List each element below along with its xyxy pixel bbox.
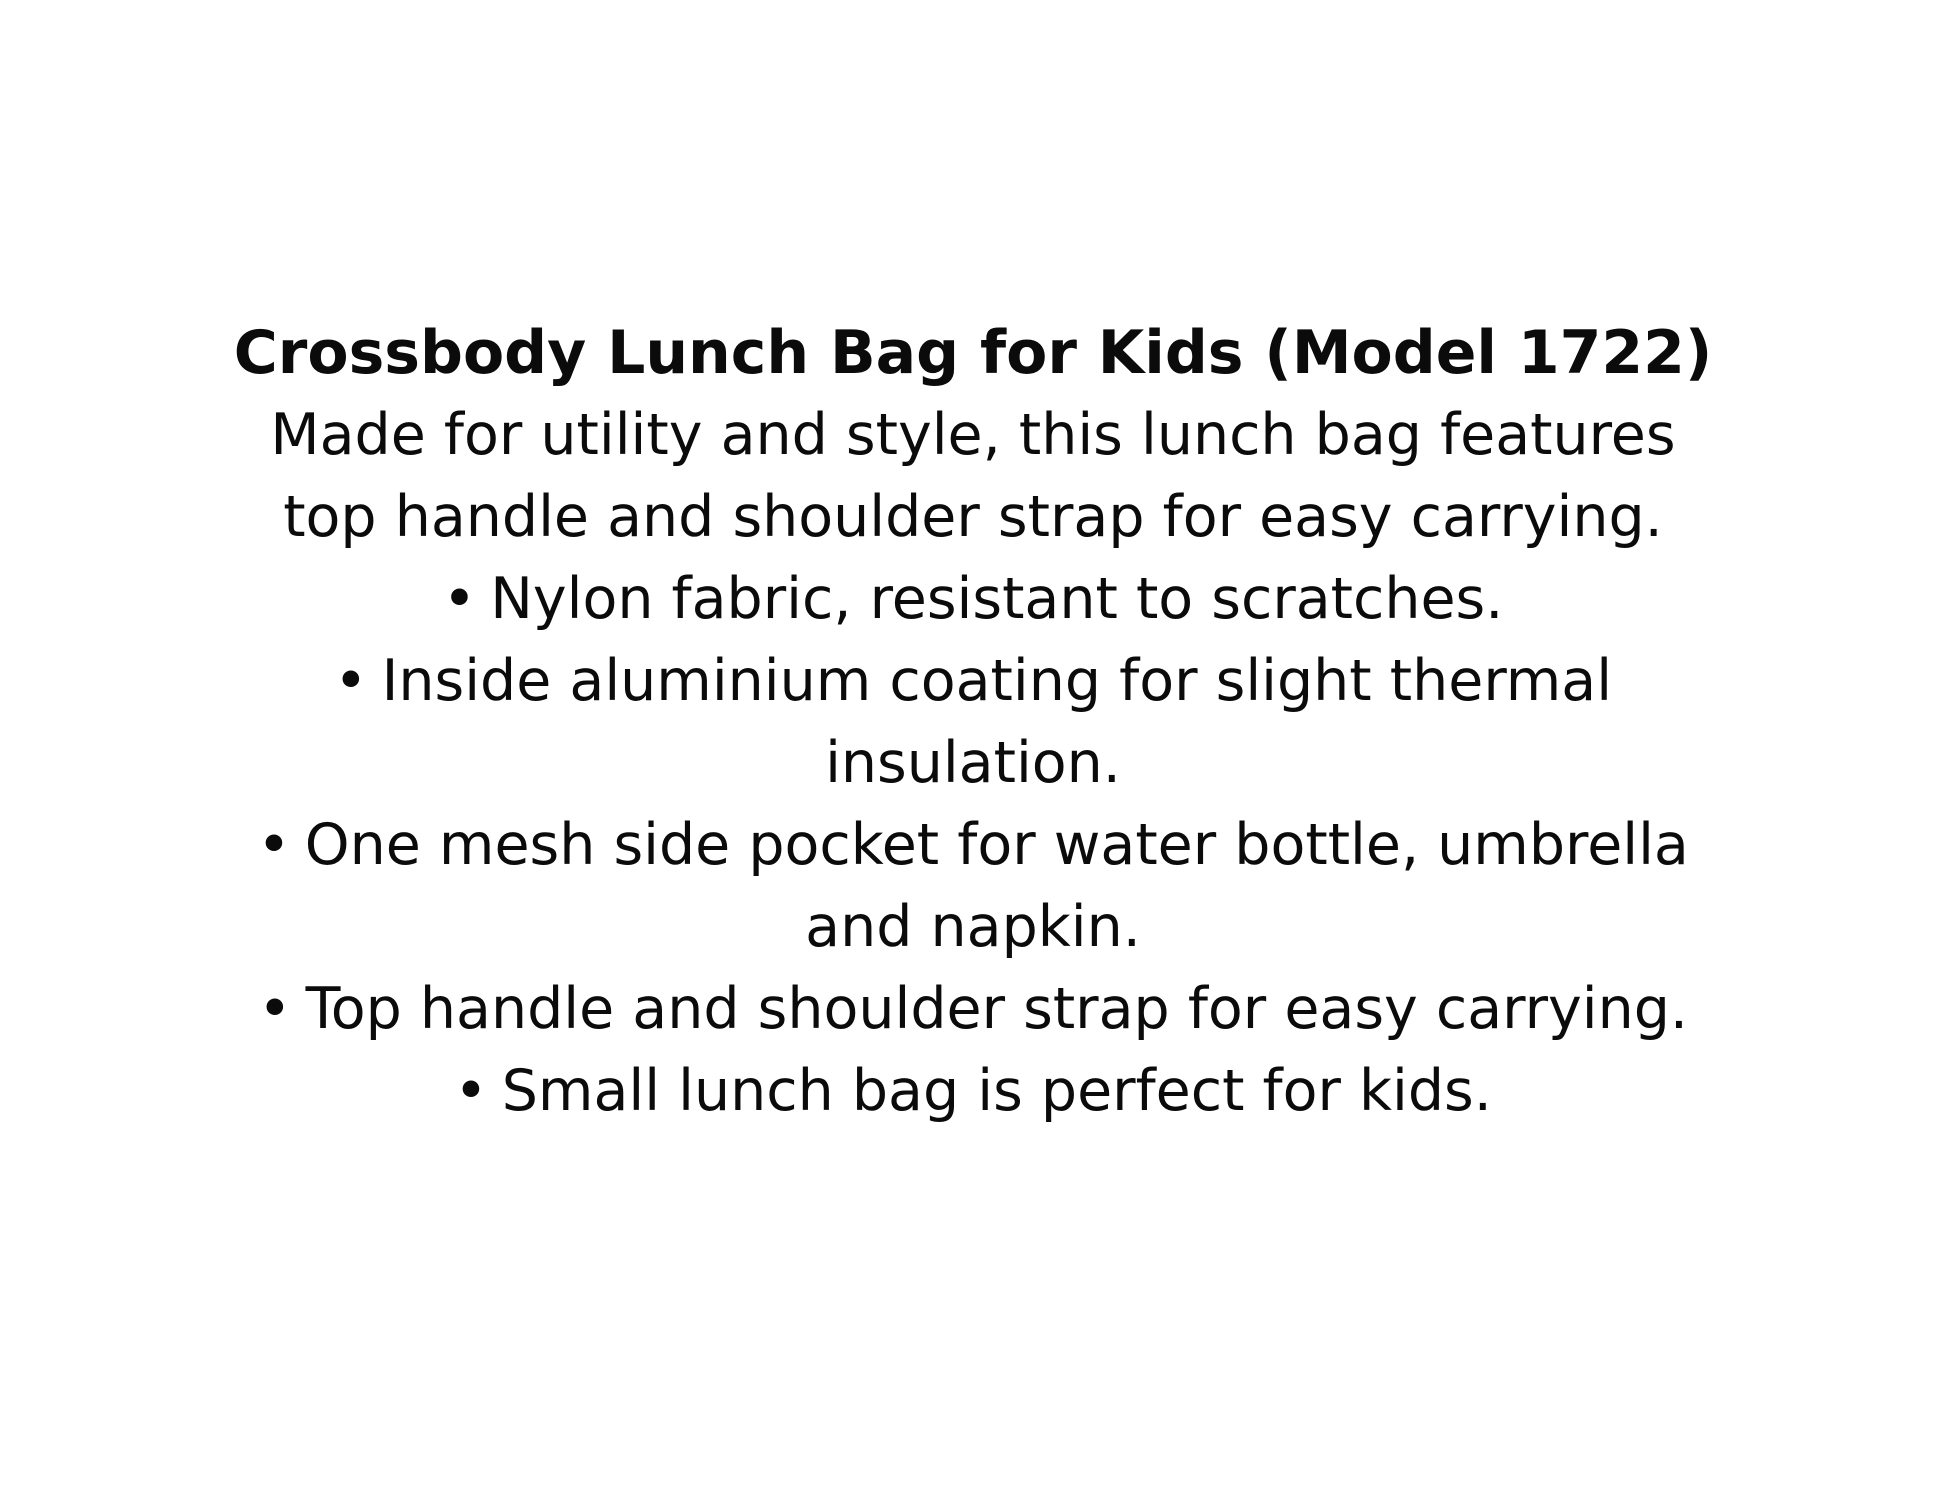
feature-item [0,1050,1946,1132]
intro-line: top handle and shoulder strap for easy carrying. [283,484,1663,550]
bullet-icon: • [257,976,292,1042]
bullet-icon: • [454,1058,488,1124]
feature-item [0,640,1946,722]
feature-text: Small lunch bag is perfect for kids. [501,1058,1492,1124]
description-body [0,394,1946,1132]
product-description [0,312,1946,1132]
bullet-icon: • [257,812,291,878]
feature-text-continuation: insulation. [825,730,1121,796]
feature-item [0,558,1946,640]
product-title: Crossbody Lunch Bag for Kids (Model 1722) [233,318,1713,388]
intro-line: Made for utility and style, this lunch bag features [270,402,1676,468]
feature-text-continuation: and napkin. [805,894,1141,960]
feature-text: Nylon fabric, resistant to scratches. [490,566,1504,632]
feature-text: Inside aluminium coating for slight thermal [381,648,1613,714]
feature-item [0,968,1946,1050]
feature-text: Top handle and shoulder strap for easy carrying. [305,976,1688,1042]
feature-item [0,804,1946,886]
feature-text: One mesh side pocket for water bottle, umbrella [304,812,1689,878]
feature-list [0,558,1946,1132]
bullet-icon: • [442,566,477,632]
bullet-icon: • [333,648,368,714]
